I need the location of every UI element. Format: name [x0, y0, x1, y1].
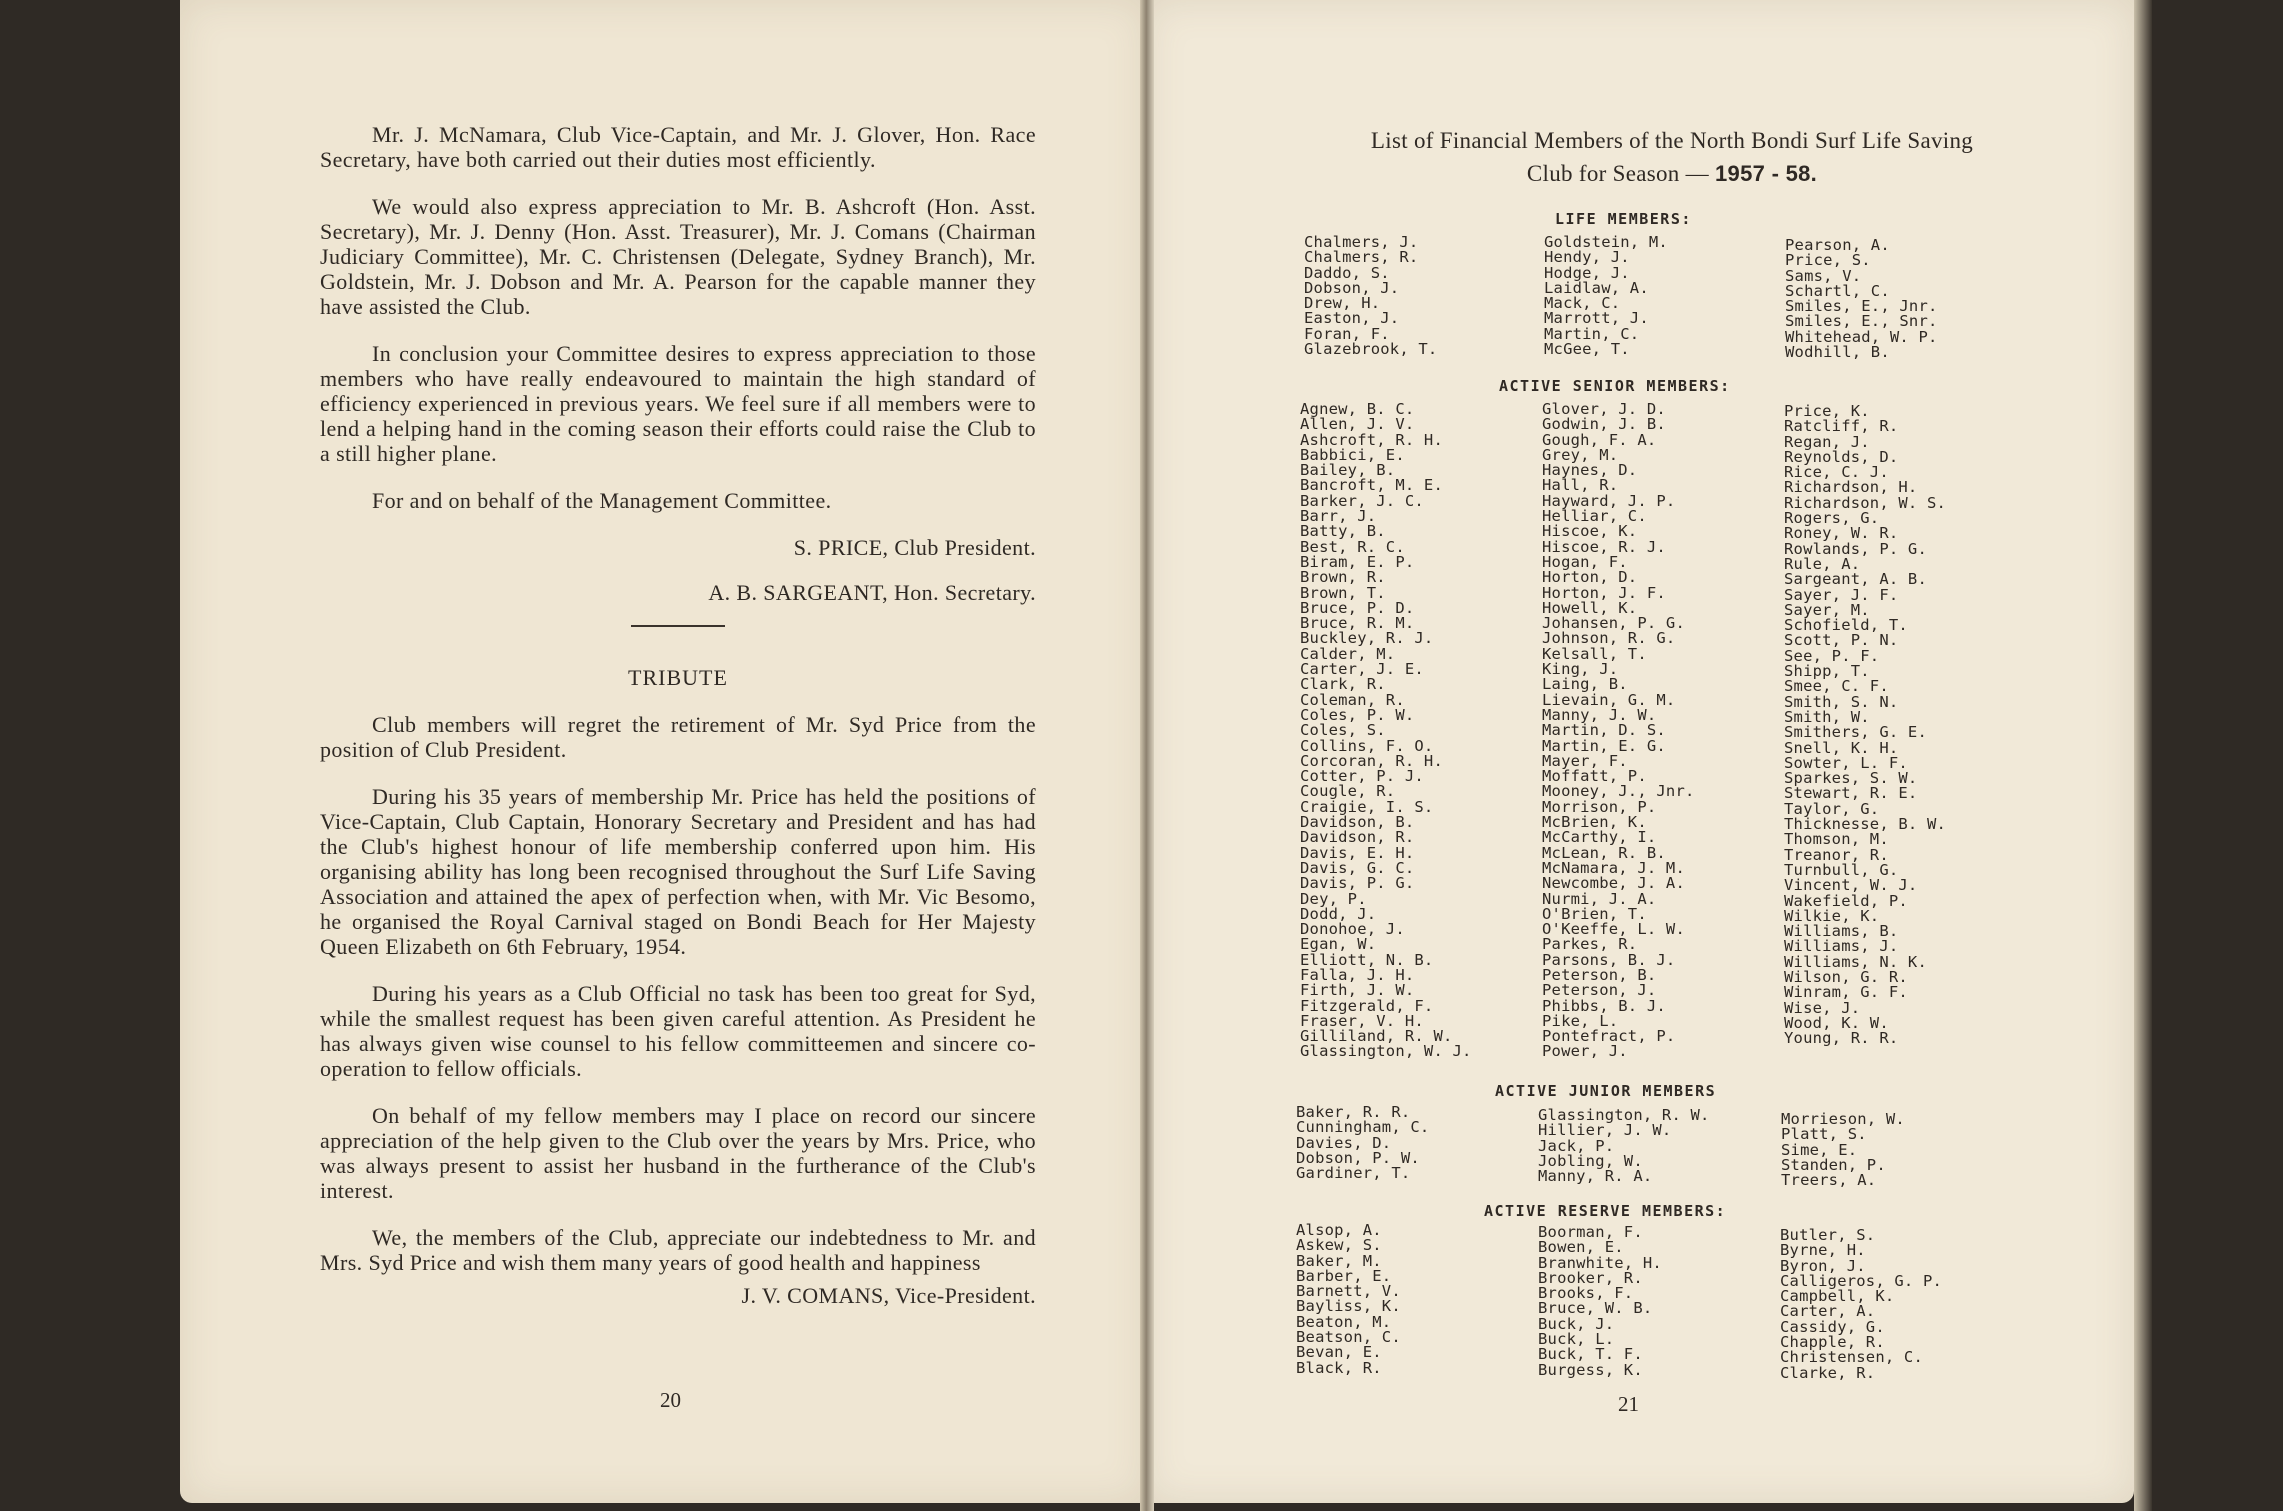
page-number-right: 21: [1618, 1392, 1639, 1416]
signature-president: S. PRICE, Club President.: [793, 535, 1036, 560]
member-name: Hodge, J.: [1544, 263, 1630, 282]
member-name: Manny, R. A.: [1538, 1167, 1653, 1186]
member-name: King, J.: [1542, 660, 1619, 679]
member-name: Bancroft, M. E.: [1300, 476, 1443, 495]
member-name: Carter, A.: [1780, 1302, 1876, 1321]
member-name: Dodd, J.: [1300, 904, 1377, 923]
member-name: Hendy, J.: [1544, 248, 1630, 267]
member-name: Hillier, J. W.: [1538, 1121, 1672, 1140]
title-line-2-text: Club for Season —: [1526, 161, 1709, 186]
member-name: Rowlands, P. G.: [1784, 539, 1927, 558]
member-name: Martin, C.: [1544, 324, 1640, 343]
signature-secretary: A. B. SARGEANT, Hon. Secretary.: [708, 580, 1036, 605]
member-name: Dey, P.: [1300, 889, 1367, 908]
member-name: Gardiner, T.: [1296, 1164, 1411, 1183]
member-name: Easton, J.: [1304, 309, 1400, 328]
season-label: 1957 - 58.: [1715, 161, 1818, 186]
member-name: Sparkes, S. W.: [1784, 769, 1918, 788]
member-name: Firth, J. W.: [1300, 981, 1415, 1000]
member-name: Smee, C. F.: [1784, 677, 1889, 696]
member-name: Sams, V.: [1785, 266, 1862, 285]
tribute-heading: TRIBUTE: [628, 665, 728, 690]
tribute-signature: J. V. COMANS, Vice-President.: [741, 1283, 1036, 1308]
member-name: Hogan, F.: [1542, 552, 1628, 571]
member-name: Price, S.: [1785, 251, 1871, 270]
member-name: Winram, G. F.: [1784, 983, 1908, 1002]
paragraph-appreciation: We would also express appreciation to Mr. B. Ashcroft (Hon. Asst. Secretary), Mr. J. Denny (Hon. Asst. Treasurer), Mr. J. Comans (Chairman Judiciary Committee), Mr. C. Christensen (Delegate, Sydney Branch), Mr. Goldstein, Mr. J. Dobson and Mr. A. Pearson for the capable manner they have assisted the Club.: [320, 194, 1036, 319]
member-name: Bruce, P. D.: [1300, 598, 1415, 617]
member-name: Hall, R.: [1542, 476, 1619, 495]
life-members-col-3: [1785, 238, 1938, 360]
life-members-col-1: [1304, 235, 1437, 357]
member-name: Snell, K. H.: [1784, 738, 1899, 757]
member-name: Manny, J. W.: [1542, 705, 1657, 724]
member-name: McGee, T.: [1544, 340, 1630, 359]
member-name: Brown, T.: [1300, 583, 1386, 602]
member-name: Foran, F.: [1304, 324, 1390, 343]
member-name: McCarthy, I.: [1542, 828, 1657, 847]
member-name: Beatson, C.: [1296, 1328, 1401, 1347]
tribute-paragraph: During his years as a Club Official no task has been too great for Syd, while the smallest request has been given careful attention. As President he has always given wise counsel to his fellow committeemen and sincere co-operation to fellow officials.: [320, 981, 1036, 1081]
member-name: Thomson, M.: [1784, 830, 1889, 849]
member-name: Jobling, W.: [1538, 1151, 1643, 1170]
member-name: Peterson, B.: [1542, 965, 1657, 984]
section-heading-active-junior: ACTIVE JUNIOR MEMBERS: [1495, 1082, 1717, 1100]
member-name: Horton, D.: [1542, 568, 1638, 587]
member-name: Bruce, W. B.: [1538, 1299, 1653, 1318]
member-name: Cassidy, G.: [1780, 1317, 1885, 1336]
member-name: Richardson, W. S.: [1784, 493, 1947, 512]
member-name: Brooker, R.: [1538, 1268, 1643, 1287]
member-name: Best, R. C.: [1300, 537, 1405, 556]
left-page-text: [320, 122, 1036, 1328]
member-name: Rogers, G.: [1784, 509, 1880, 528]
member-name: Haynes, D.: [1542, 461, 1638, 480]
member-name: Boorman, F.: [1538, 1223, 1643, 1241]
member-name: Daddo, S.: [1304, 263, 1390, 282]
member-name: Goldstein, M.: [1544, 233, 1668, 251]
section-divider: [631, 625, 725, 627]
member-name: Grey, M.: [1542, 445, 1619, 464]
member-name: Allen, J. V.: [1300, 415, 1415, 434]
paragraph-mcnamara: Mr. J. McNamara, Club Vice-Captain, and Mr. J. Glover, Hon. Race Secretary, have both carried out their duties most efficiently.: [320, 122, 1036, 172]
member-name: Mayer, F.: [1542, 751, 1628, 770]
member-name: Bayliss, K.: [1296, 1297, 1401, 1316]
member-name: McLean, R. B.: [1542, 843, 1666, 862]
member-name: Stewart, R. E.: [1784, 784, 1918, 803]
member-name: Ratcliff, R.: [1784, 417, 1899, 436]
tribute-paragraph: We, the members of the Club, appreciate our indebtedness to Mr. and Mrs. Syd Price and wish them many years of good health and happiness: [320, 1225, 1036, 1275]
member-name: Williams, J.: [1784, 937, 1899, 956]
member-name: Wood, K. W.: [1784, 1013, 1889, 1032]
member-name: Scott, P. N.: [1784, 631, 1899, 650]
reserve-members-col-2: [1538, 1225, 1662, 1378]
member-name: Barber, E.: [1296, 1266, 1392, 1285]
member-name: Rice, C. J.: [1784, 463, 1889, 482]
member-name: Craigie, I. S.: [1300, 797, 1434, 816]
member-name: Young, R. R.: [1784, 1029, 1899, 1048]
life-members-col-2: [1544, 235, 1668, 357]
member-name: Nurmi, J. A.: [1542, 889, 1657, 908]
member-name: Buck, T. F.: [1538, 1345, 1643, 1364]
member-name: Ashcroft, R. H.: [1300, 430, 1443, 449]
member-name: Johansen, P. G.: [1542, 614, 1685, 633]
member-name: Barr, J.: [1300, 507, 1377, 526]
member-name: Sowter, L. F.: [1784, 753, 1908, 772]
member-name: Mack, C.: [1544, 294, 1621, 313]
member-name: Corcoran, R. H.: [1300, 751, 1443, 770]
member-name: Reynolds, D.: [1784, 447, 1899, 466]
member-name: Barker, J. C.: [1300, 491, 1424, 510]
member-name: Beaton, M.: [1296, 1312, 1392, 1331]
member-name: Buckley, R. J.: [1300, 629, 1434, 648]
member-name: Dobson, J.: [1304, 278, 1400, 297]
title-line-1: List of Financial Members of the North Bondi Surf Life Saving: [1370, 128, 1974, 153]
member-name: Williams, N. K.: [1784, 952, 1927, 971]
member-name: Chalmers, R.: [1304, 248, 1419, 267]
member-name: Wilkie, K.: [1784, 906, 1880, 925]
member-name: Baker, M.: [1296, 1251, 1382, 1270]
member-name: Taylor, G.: [1784, 799, 1880, 818]
member-name: Burgess, K.: [1538, 1360, 1643, 1379]
member-name: Smiles, E., Snr.: [1785, 312, 1938, 331]
member-name: Glassington, R. W.: [1538, 1106, 1710, 1124]
member-name: Smithers, G. E.: [1784, 723, 1927, 742]
member-name: Batty, B.: [1300, 522, 1386, 541]
member-name: Pearson, A.: [1785, 236, 1890, 254]
tribute-paragraph: Club members will regret the retirement of Mr. Syd Price from the position of Club President.: [320, 712, 1036, 762]
member-name: Power, J.: [1542, 1042, 1628, 1061]
member-name: Thicknesse, B. W.: [1784, 815, 1947, 834]
member-name: Turnbull, G.: [1784, 860, 1899, 879]
member-name: Schofield, T.: [1784, 616, 1908, 635]
member-name: Gough, F. A.: [1542, 430, 1657, 449]
member-name: Horton, J. F.: [1542, 583, 1666, 602]
member-name: Davis, E. H.: [1300, 843, 1415, 862]
member-name: Brown, R.: [1300, 568, 1386, 587]
member-name: Sayer, J. F.: [1784, 585, 1899, 604]
member-name: Williams, B.: [1784, 922, 1899, 941]
paragraph-on-behalf: For and on behalf of the Management Committee.: [372, 488, 832, 513]
member-name: Chalmers, J.: [1304, 233, 1419, 251]
member-name: Wodhill, B.: [1785, 343, 1890, 362]
member-name: Bailey, B.: [1300, 461, 1396, 480]
reserve-members-col-1: [1296, 1223, 1401, 1376]
title-line-2: [1262, 157, 2082, 190]
member-name: Drew, H.: [1304, 294, 1381, 313]
member-name: Byron, J.: [1780, 1256, 1866, 1275]
member-name: Jack, P.: [1538, 1136, 1615, 1155]
member-name: Fraser, V. H.: [1300, 1011, 1424, 1030]
member-name: Laing, B.: [1542, 675, 1628, 694]
member-name: Coleman, R.: [1300, 690, 1405, 709]
member-name: Kelsall, T.: [1542, 644, 1647, 663]
member-name: McNamara, J. M.: [1542, 858, 1685, 877]
member-name: Peterson, J.: [1542, 981, 1657, 1000]
member-name: Price, K.: [1784, 402, 1870, 420]
member-name: Clarke, R.: [1780, 1363, 1876, 1382]
member-name: Brooks, F.: [1538, 1284, 1634, 1303]
member-name: Smiles, E., Jnr.: [1785, 297, 1938, 316]
member-name: Pontefract, P.: [1542, 1027, 1676, 1046]
member-name: Mooney, J., Jnr.: [1542, 782, 1695, 801]
section-heading-life-members: LIFE MEMBERS:: [1555, 210, 1692, 228]
senior-members-col-3: [1784, 404, 1946, 1046]
member-list-title: [1262, 124, 2082, 190]
member-name: Martin, E. G.: [1542, 736, 1666, 755]
member-name: Martin, D. S.: [1542, 721, 1666, 740]
member-name: Agnew, B. C.: [1300, 400, 1415, 418]
member-name: Bevan, E.: [1296, 1343, 1382, 1362]
member-name: Branwhite, H.: [1538, 1253, 1662, 1272]
senior-members-col-2: [1542, 402, 1695, 1060]
member-name: Glover, J. D.: [1542, 400, 1666, 418]
member-name: See, P. F.: [1784, 646, 1880, 665]
member-name: Coles, S.: [1300, 721, 1386, 740]
member-name: Richardson, H.: [1784, 478, 1918, 497]
member-name: Buck, L.: [1538, 1330, 1615, 1349]
member-name: Johnson, R. G.: [1542, 629, 1676, 648]
junior-members-col-1: [1296, 1105, 1429, 1181]
member-name: Godwin, J. B.: [1542, 415, 1666, 434]
member-name: Chapple, R.: [1780, 1333, 1885, 1352]
member-name: Campbell, K.: [1780, 1287, 1895, 1306]
member-name: Platt, S.: [1781, 1125, 1867, 1144]
member-name: Collins, F. O.: [1300, 736, 1434, 755]
member-name: Christensen, C.: [1780, 1348, 1923, 1367]
member-name: Smith, S. N.: [1784, 692, 1899, 711]
member-name: Carter, J. E.: [1300, 660, 1424, 679]
member-name: Treanor, R.: [1784, 845, 1889, 864]
member-name: Cougle, R.: [1300, 782, 1396, 801]
member-name: Biram, E. P.: [1300, 552, 1415, 571]
member-name: Parsons, B. J.: [1542, 950, 1676, 969]
member-name: Askew, S.: [1296, 1236, 1382, 1255]
member-name: Butler, S.: [1780, 1226, 1876, 1244]
member-name: Sime, E.: [1781, 1140, 1858, 1159]
member-name: Laidlaw, A.: [1544, 278, 1649, 297]
reserve-members-col-3: [1780, 1228, 1942, 1381]
member-name: Pike, L.: [1542, 1011, 1619, 1030]
member-name: Babbici, E.: [1300, 445, 1405, 464]
member-name: Dobson, P. W.: [1296, 1148, 1420, 1167]
member-name: Bowen, E.: [1538, 1238, 1624, 1257]
member-name: Coles, P. W.: [1300, 705, 1415, 724]
member-name: Calder, M.: [1300, 644, 1396, 663]
junior-members-col-3: [1781, 1112, 1905, 1188]
member-name: Sayer, M.: [1784, 600, 1870, 619]
member-name: Fitzgerald, F.: [1300, 996, 1434, 1015]
member-name: Cotter, P. J.: [1300, 767, 1424, 786]
member-name: Wise, J.: [1784, 998, 1861, 1017]
section-heading-active-reserve: ACTIVE RESERVE MEMBERS:: [1484, 1202, 1727, 1220]
member-name: Hayward, J. P.: [1542, 491, 1676, 510]
junior-members-col-2: [1538, 1108, 1710, 1184]
member-name: Shipp, T.: [1784, 662, 1870, 681]
member-name: Whitehead, W. P.: [1785, 327, 1938, 346]
section-heading-active-senior: ACTIVE SENIOR MEMBERS:: [1499, 377, 1731, 395]
member-name: Calligeros, G. P.: [1780, 1271, 1943, 1290]
member-name: Davidson, R.: [1300, 828, 1415, 847]
member-name: Rule, A.: [1784, 554, 1861, 573]
member-name: O'Brien, T.: [1542, 904, 1647, 923]
member-name: O'Keeffe, L. W.: [1542, 920, 1685, 939]
member-name: Donohoe, J.: [1300, 920, 1405, 939]
member-name: Wilson, G. R.: [1784, 967, 1908, 986]
member-name: Barnett, V.: [1296, 1282, 1401, 1301]
member-name: Roney, W. R.: [1784, 524, 1899, 543]
member-name: Davidson, B.: [1300, 813, 1415, 832]
member-name: Vincent, W. J.: [1784, 876, 1918, 895]
member-name: Egan, W.: [1300, 935, 1377, 954]
member-name: Howell, K.: [1542, 598, 1638, 617]
page-number-left: 20: [660, 1388, 681, 1412]
tribute-paragraph: On behalf of my fellow members may I place on record our sincere appreciation of the help given to the Club over the years by Mrs. Price, who was always present to assist her husband in the furtherance of the Club's interest.: [320, 1103, 1036, 1203]
member-name: Alsop, A.: [1296, 1221, 1382, 1239]
member-name: Morrison, P.: [1542, 797, 1657, 816]
member-name: Sargeant, A. B.: [1784, 570, 1927, 589]
member-name: Baker, R. R.: [1296, 1103, 1411, 1121]
member-name: Bruce, R. M.: [1300, 614, 1415, 633]
member-name: Black, R.: [1296, 1358, 1382, 1377]
member-name: Davies, D.: [1296, 1133, 1392, 1152]
member-name: McBrien, K.: [1542, 813, 1647, 832]
member-name: Standen, P.: [1781, 1155, 1886, 1174]
member-name: Newcombe, J. A.: [1542, 874, 1685, 893]
member-name: Schartl, C.: [1785, 281, 1890, 300]
member-name: Helliar, C.: [1542, 507, 1647, 526]
paragraph-conclusion: In conclusion your Committee desires to express appreciation to those members who have really endeavoured to maintain the high standard of efficiency experienced in previous years. We feel sure if all members were to lend a helping hand in the coming season their efforts could raise the Club to a still higher plane.: [320, 341, 1036, 466]
member-name: Buck, J.: [1538, 1314, 1615, 1333]
member-name: Regan, J.: [1784, 432, 1870, 451]
member-name: Falla, J. H.: [1300, 965, 1415, 984]
member-name: Morrieson, W.: [1781, 1110, 1905, 1128]
member-name: Davis, G. C.: [1300, 858, 1415, 877]
member-name: Phibbs, B. J.: [1542, 996, 1666, 1015]
member-name: Cunningham, C.: [1296, 1118, 1430, 1137]
senior-members-col-1: [1300, 402, 1472, 1060]
member-name: Byrne, H.: [1780, 1241, 1866, 1260]
member-name: Treers, A.: [1781, 1171, 1877, 1190]
member-name: Moffatt, P.: [1542, 767, 1647, 786]
page-edge: [2134, 0, 2152, 1511]
member-name: Lievain, G. M.: [1542, 690, 1676, 709]
member-name: Hiscoe, K.: [1542, 522, 1638, 541]
member-name: Hiscoe, R. J.: [1542, 537, 1666, 556]
member-name: Glazebrook, T.: [1304, 340, 1438, 359]
book-gutter: [1140, 0, 1154, 1511]
tribute-paragraph: During his 35 years of membership Mr. Price has held the positions of Vice-Captain, Club Captain, Honorary Secretary and President and has had the Club's highest honour of life membership conferred upon him. His organising ability has long been recognised throughout the Surf Life Saving Association and attained the apex of perfection when, with Mr. Vic Besomo, he organised the Royal Carnival staged on Bondi Beach for Her Majesty Queen Elizabeth on 6th February, 1954.: [320, 784, 1036, 959]
member-name: Marrott, J.: [1544, 309, 1649, 328]
member-name: Wakefield, P.: [1784, 891, 1908, 910]
member-name: Gilliland, R. W.: [1300, 1027, 1453, 1046]
member-name: Parkes, R.: [1542, 935, 1638, 954]
member-name: Clark, R.: [1300, 675, 1386, 694]
member-name: Smith, W.: [1784, 707, 1870, 726]
member-name: Elliott, N. B.: [1300, 950, 1434, 969]
member-name: Glassington, W. J.: [1300, 1042, 1472, 1061]
member-name: Davis, P. G.: [1300, 874, 1415, 893]
